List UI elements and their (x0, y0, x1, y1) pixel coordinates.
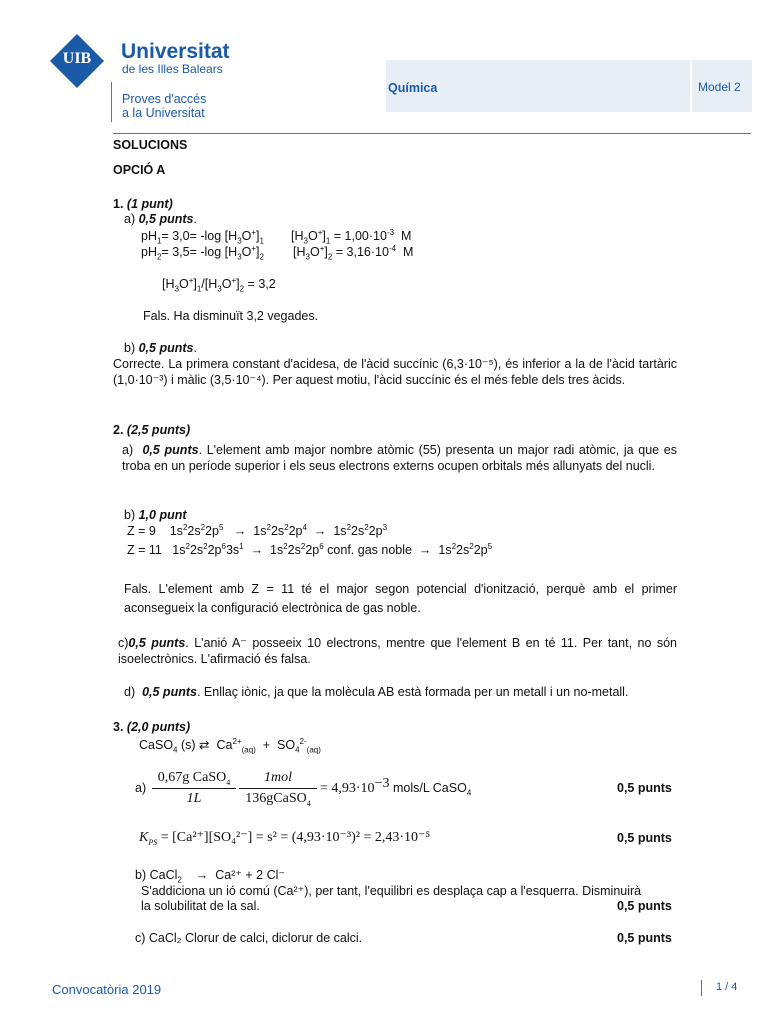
fraction-denominator: 136gCaSO$_4$ (245, 791, 311, 808)
header-vertical-rule (111, 82, 112, 122)
q3-heading: 3. (2,0 punts) (113, 720, 191, 734)
q1-a-heading: a) 0,5 punts. (124, 212, 197, 226)
uib-logo (50, 34, 104, 88)
arrow-icon: → (313, 524, 327, 538)
university-name: Universitat (121, 40, 230, 63)
q1-ratio: $[H_3O^+]_1/[H_3O^+]_2 = 3,2$ (162, 275, 276, 294)
q2-heading: 2. (2,5 punts) (113, 423, 191, 437)
fraction-denominator: 1L (186, 791, 202, 806)
q1-ph1-line: $pH_1= 3,0= -\log$ $[H_3O^+]_1$ (141, 227, 264, 246)
q1-heading: 1. (1 punt) (113, 197, 173, 211)
logo-text: UIB (62, 50, 92, 67)
q1-ph1-result: $[H_3O^+]_1 = 1,00\cdot 10^{-3}$ M (291, 227, 412, 246)
q3-b-text-2: la solubilitat de la sal. (141, 899, 260, 913)
footer-convocatoria: Convocatòria 2019 (52, 982, 162, 997)
arrow-icon: → (195, 868, 209, 882)
q3-a-fraction-2 (239, 770, 317, 807)
q2-z11-config: Z = 11 $1s^22s^22p^63s^1 \to 1s^22s^22p^6$ conf. gas noble → $1s^22s^22p^5$ (127, 541, 493, 557)
fraction-numerator: 0,67g CaSO$_4$ (152, 770, 236, 789)
q3-a-label: a) (135, 781, 147, 795)
q3-c-points: 0,5 punts (617, 931, 672, 945)
q2-z9-config: Z = 9 $1s^22s^22p^5$ → $1s^22s^22p^4 \to 1s^22s^22p^3$ (127, 522, 388, 538)
q1-ph2-result: $[H_3O^+]_2 = 3,16\cdot 10^{-4}$ M (293, 243, 414, 262)
q1-b-heading: b) 0,5 punts. (124, 341, 197, 355)
q2-c-text: c)0,5 punts. L'anió A⁻ posseeix 10 electrons, mentre que l'element B en té 11. Per tant, no són isoelectrònics. L'afirmació és falsa. (118, 636, 678, 666)
arrow-icon: → (250, 543, 264, 557)
header-rule (113, 133, 751, 134)
q1-fals: Fals. Ha disminuït 3,2 vegades. (143, 309, 319, 323)
proves-line-1: Proves d'accés (122, 92, 207, 106)
arrow-icon: → (233, 524, 247, 538)
q3-b-points: 0,5 punts (617, 899, 672, 913)
q3-equilibrium: CaSO$_4$ (s) ⇄ $Ca^{2+}_{(aq)} + SO_4^{2-}_{(aq)}$ (139, 736, 321, 755)
fraction-numerator: 1mol (239, 770, 317, 789)
footer-page-number: 1 / 4 (716, 981, 738, 993)
q3-b-equation: b) CaCl$_2$ → Ca²⁺ + 2 Cl⁻ (135, 868, 285, 885)
subject-title: Química (388, 81, 438, 95)
q2-a-text: a) 0,5 punts. L'element amb major nombre atòmic (55) presenta un major radi atòmic, ja que es troba en un període superior i els seus electrons externs ocupen orbitals més allunyats del nucli. (122, 443, 677, 473)
q2-d-text: d) 0,5 punts. Enllaç iònic, ja que la molècula AB està formada per un metall i un no-metall. (124, 685, 629, 699)
q1-ph2-line: $pH_2= 3,5= -\log$ $[H_3O^+]_2$ (141, 243, 264, 262)
equilibrium-arrow-icon: ⇄ (199, 738, 210, 752)
q3-a-points: 0,5 punts (617, 781, 672, 795)
q3-kps-equation: $K_{PS} = [Ca^{2+}][SO_4^{2-}] = s^2 = (4,93\cdot 10^{-3})^2 = 2,43\cdot 10^{-5}$ (139, 830, 431, 847)
q3-b-text-1: S'addiciona un ió comú (Ca²⁺), per tant, l'equilibri es desplaça cap a l'esquerra. Disminuirà (141, 884, 642, 898)
model-label: Model 2 (698, 80, 741, 94)
q2-b-heading: b) 1,0 punt (124, 508, 187, 522)
q3-a-result: = $4,93\cdot 10^{-3}$ mols/L CaSO$_4$ (320, 775, 472, 798)
q2-fals-text: Fals. L'element amb Z = 11 té el major segon potencial d'ionització, perquè amb el primer aconsegueix la configuració electrònica de gas noble. (124, 582, 677, 615)
q3-kps-points: 0,5 punts (617, 831, 672, 845)
proves-line-2: a la Universitat (122, 106, 205, 120)
section-solucions: SOLUCIONS (113, 138, 188, 152)
university-subtitle: de les Illes Balears (122, 62, 223, 76)
q1-b-text: Correcte. La primera constant d'acidesa, de l'àcid succínic (6,3·10⁻⁵), és inferior a la de l'àcid tartàric (1,0·10⁻³) i màlic (3,5·10⁻⁴). Per aquest motiu, l'àcid succínic és el més feble dels tres àcids. (113, 357, 677, 387)
arrow-icon: → (418, 543, 432, 557)
q3-a-fraction-1 (152, 770, 236, 807)
footer-page-rule (701, 980, 702, 996)
q3-c-text: c) CaCl₂ Clorur de calci, diclorur de calci. (135, 931, 363, 945)
section-opcio: OPCIÓ A (113, 163, 166, 177)
